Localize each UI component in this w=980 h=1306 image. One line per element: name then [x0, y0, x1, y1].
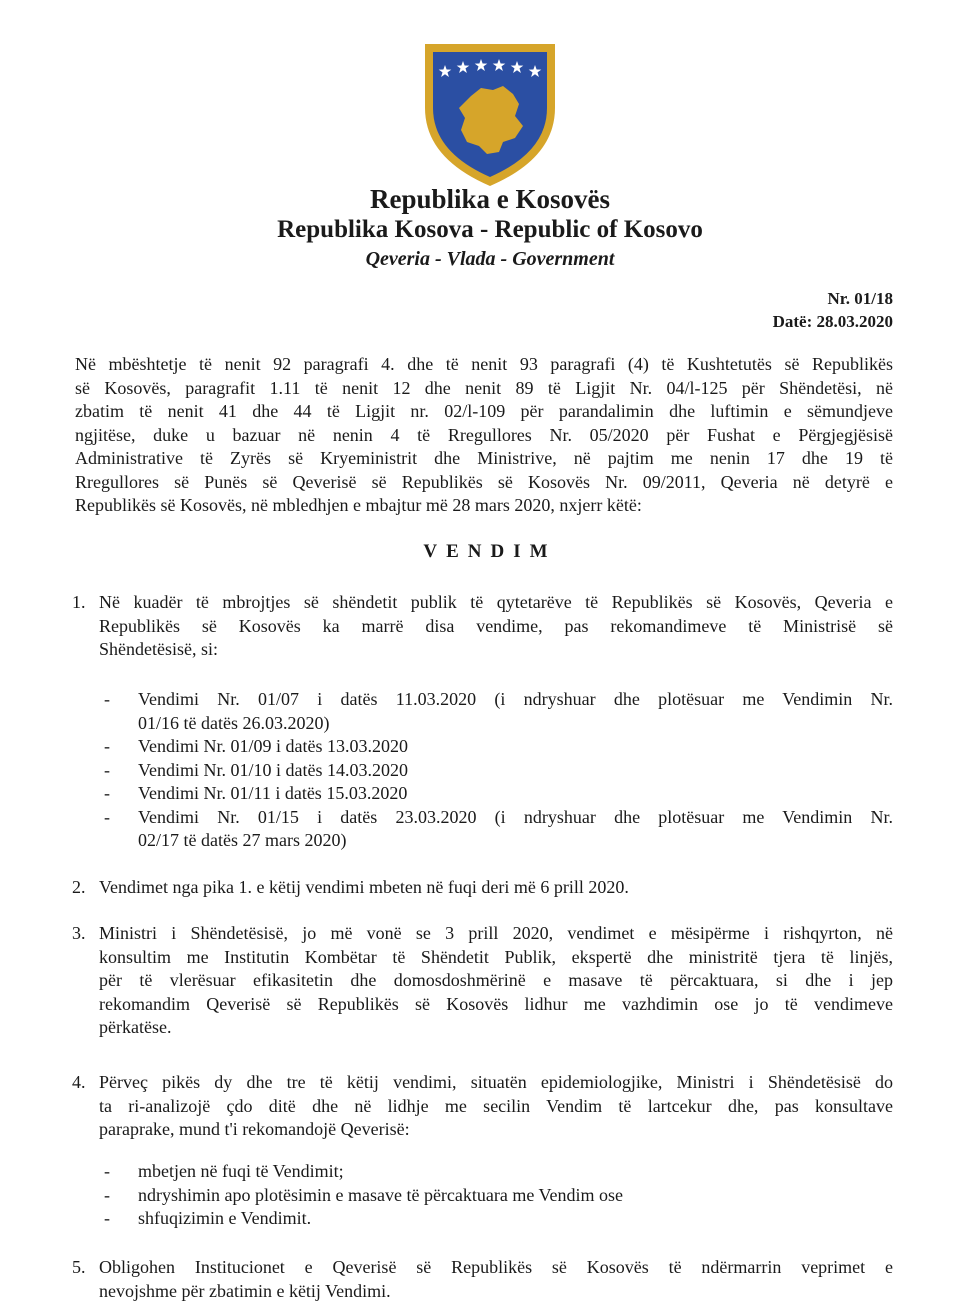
item-number: 4. — [72, 1072, 86, 1092]
item-number: 1. — [72, 592, 86, 612]
intro-paragraph — [75, 353, 893, 518]
item-line: nevojshme për zbatimin e këtij Vendimi. — [99, 1280, 391, 1301]
intro-line: Administrative të Zyrës së Kryeministrit dhe Ministrive, në pajtim me nenin 17 dhe 19 të — [75, 448, 893, 468]
item-line: paraprake, mund t'i rekomandojë Qeverisë: — [99, 1119, 410, 1139]
item-line: ta ri-analizojë çdo ditë dhe në lidhje me secilin Vendim të lartcekur dhe, pas konsultave — [99, 1095, 893, 1116]
list-item: - Vendimi Nr. 01/11 i datës 15.03.2020 — [104, 783, 408, 803]
list-item: - Vendimi Nr. 01/07 i datës 11.03.2020 (i ndryshuar dhe plotësuar me Vendimin Nr. — [104, 689, 893, 709]
item-number: 5. — [72, 1257, 86, 1277]
item-line: Ministri i Shëndetësisë, jo më vonë se 3 prill 2020, vendimet e mësipërme i rishqyrton, në — [99, 923, 893, 943]
intro-line: ngjitëse, duke u bazuar në nenin 4 të Rregullores Nr. 05/2020 për Fushat e Përgjegjësisë — [75, 424, 893, 445]
intro-line: së Kosovës, paragrafit 1.11 të nenit 12 dhe nenit 89 të Ligjit Nr. 04/l-125 për Shëndetësi, në — [75, 377, 893, 398]
list-item-continuation: 01/16 të datës 26.03.2020) — [138, 712, 330, 733]
decision-title: VENDIM — [423, 541, 557, 562]
list-item: - Vendimi Nr. 01/15 i datës 23.03.2020 (i ndryshuar dhe plotësuar me Vendimin Nr. — [104, 806, 893, 827]
intro-line: zbatim të nenit 41 dhe 44 të Ligjit nr. 02/l-109 për parandalimin dhe luftimin e sëmundjeve — [75, 401, 893, 421]
item-4-bullet-list — [104, 1160, 893, 1231]
item-line: Shëndetësisë, si: — [99, 639, 218, 659]
list-item: - Vendimi Nr. 01/10 i datës 14.03.2020 — [104, 759, 408, 780]
header-republic-serbian-english: Republika Kosova - Republic of Kosovo — [277, 216, 703, 243]
intro-line: Republikës së Kosovës, në mbledhjen e mbajtur më 28 mars 2020, nxjerr këtë: — [75, 495, 642, 515]
document-date: Datë: 28.03.2020 — [772, 312, 893, 331]
item-line: Republikës së Kosovës ka marrë disa vendime, pas rekomandimeve të Ministrisë së — [99, 615, 893, 636]
list-item: - mbetjen në fuqi të Vendimit; — [104, 1161, 344, 1181]
kosovo-coat-of-arms-icon — [419, 38, 561, 190]
item-line: Përveç pikës dy dhe tre të këtij vendimi, situatën epidemiologjike, Ministri i Shëndetësisë do — [99, 1072, 893, 1092]
intro-line: Në mbështetje të nenit 92 paragrafi 4. dhe të nenit 93 paragrafi (4) të Kushtetutës së Republikës — [75, 354, 893, 374]
item-number: 2. — [72, 877, 86, 897]
item-1-bullet-list — [104, 688, 893, 853]
list-item-continuation: 02/17 të datës 27 mars 2020) — [138, 830, 347, 850]
document-number: Nr. 01/18 — [827, 289, 893, 308]
list-item: - ndryshimin apo plotësimin e masave të përcaktuara me Vendim ose — [104, 1184, 624, 1205]
item-line: për të vlerësuar efikasitetin dhe domosdoshmërinë e masave të përcaktuara, si dhe i jep — [99, 970, 893, 990]
item-line: Obligohen Institucionet e Qeverisë së Republikës së Kosovës të ndërmarrin veprimet e — [99, 1257, 893, 1277]
list-item: - shfuqizimin e Vendimit. — [104, 1208, 312, 1228]
item-line: rekomandim Qeverisë së Republikës së Kosovës lidhur me vazhdimin ose jo të vendimeve — [99, 993, 893, 1014]
item-line: konsultim me Institutin Kombëtar të Shëndetit Publik, ekspertë dhe ministritë tjera të linjës, — [99, 946, 893, 967]
item-line: Vendimet nga pika 1. e këtij vendimi mbeten në fuqi deri më 6 prill 2020. — [99, 877, 629, 897]
header-republic-albanian: Republika e Kosovës — [369, 184, 611, 214]
item-line: Në kuadër të mbrojtjes së shëndetit publik të qytetarëve të Republikës së Kosovës, Qeveria e — [99, 592, 893, 612]
list-item: - Vendimi Nr. 01/09 i datës 13.03.2020 — [104, 736, 408, 756]
item-line: përkatëse. — [99, 1017, 172, 1037]
header-government: Qeveria - Vlada - Government — [365, 248, 615, 270]
intro-line: Rregullores së Punës së Qeverisë së Republikës së Kosovës Nr. 09/2011, Qeveria në detyrë e — [75, 471, 893, 492]
item-number: 3. — [72, 923, 86, 943]
